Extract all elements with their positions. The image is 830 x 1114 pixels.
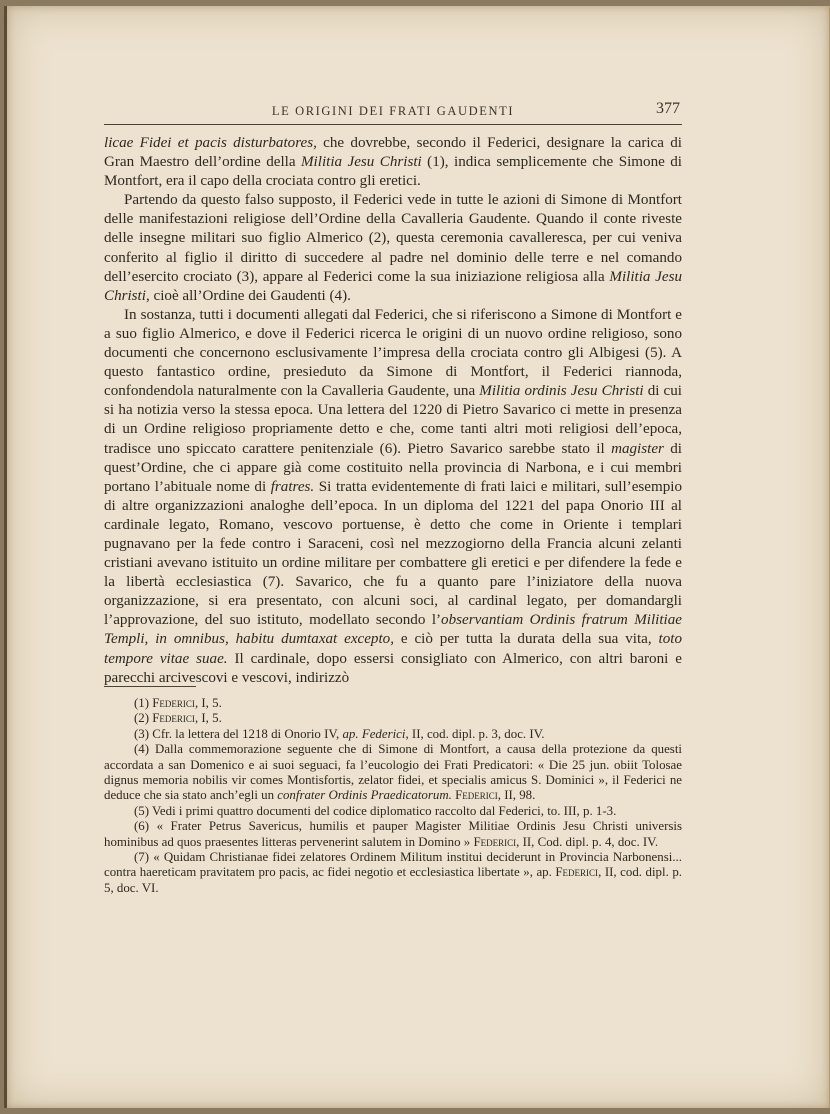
footnote-5 <box>104 804 682 819</box>
main-text <box>104 134 682 688</box>
paragraph-3 <box>104 306 682 688</box>
footnotes <box>104 696 682 896</box>
header-rule <box>104 124 682 125</box>
footnote-4 <box>104 742 682 804</box>
text-run: , II, cod. dipl. p. 5, doc. VI. <box>104 865 682 895</box>
text-run: Il cardinale, dopo essersi consigliato con Almerico, con altri baroni e parecchi arcivescovi e vescovi, indirizzò <box>104 650 682 686</box>
footnote-1 <box>104 696 682 711</box>
text-run: Militia Jesu Christi <box>300 154 422 171</box>
text-run: (5) Vedi i primi quattro documenti del codice diplomatico raccolto dal Federici, to. III, p. 1-3. <box>134 803 617 818</box>
text-run: fratres. <box>270 478 315 495</box>
text-run: che dovrebbe, secondo il Federici, designare la carica di Gran Maestro dell’ordine della <box>104 135 682 171</box>
text-run: magister <box>611 440 664 457</box>
text-run: toto tempore vitae suae. <box>104 631 682 667</box>
footnote-author: Federici <box>555 865 599 880</box>
text-run: di cui si ha notizia verso la stessa epoca. Una lettera del 1220 di Pietro Savarico ci mette in presenza di un Ordine religioso propriamente detto e che, come tanti altri moti religiosi dell’epoca, tradisce uno spiccato carattere penitenziale (6). Pietro Savarico sarebbe stato il <box>104 383 682 457</box>
text-run: In sostanza, tutti i documenti allegati dal Federici, che si riferiscono a Simone di Montfort e a suo figlio Almerico, e dove il Federici ricerca le origini di un nuovo ordine religioso, sono documenti che concernono esclusivamente l’impresa della crociata contro gli Albigesi (5). A questo fantastico ordine, presieduto da Simone di Montfort, il Federici riannoda, confondendola naturalmente con la Cavalleria Gaudente, una <box>104 306 682 400</box>
text-run: Militia ordinis Jesu Christi <box>479 383 644 400</box>
footnote-author: Federici <box>152 696 195 710</box>
page-number: 377 <box>656 100 680 117</box>
text-run: Si tratta evidentemente di frati laici e militari, sull’esempio di altre organizzazioni analoghe dell’epoca. In un diploma del 1221 del papa Onorio III al cardinale legato, Romano, vescovo portuense, è detto che come in Oriente i templari pugnavano per la fede contro i Saraceni, così nel mezzogiorno della Francia alcuni zelanti cristiani avevano istituito un ordine militare per combattere gli eretici e per difendere la fede e la libertà ecclesiastica (7). Savarico, che fu a quanto pare l’iniziatore della nuova organizzazione, si era presentato, con alcuni soci, al cardinal legato, per domandargli l’approvazione, del suo istituto, modellato secondo l’ <box>104 478 682 629</box>
footnote-6 <box>104 819 682 850</box>
text-run: , cioè all’Ordine dei Gaudenti (4). <box>145 287 351 304</box>
footnote-2 <box>104 711 682 726</box>
text-run: di quest’Ordine, che ci appare già come costituito nella provincia di Narbona, e i cui membri portano l’abituale nome di <box>104 440 682 495</box>
text-run: (7) « Quidam Christianae fidei zelatores Ordinem Militum institui deciderunt in Provincia Narbonensi... contra haereticam pravitatem pro pacis, ac fidei negotio et ecclesiastica libertate », ap. <box>104 850 682 880</box>
text-run: e ciò per tutta la durata della sua vita, <box>394 631 659 648</box>
text-run: ap. Federici <box>342 726 406 741</box>
text-run: confrater Ordinis Praedicatorum. <box>277 788 452 803</box>
text-run: Partendo da questo falso supposto, il Federici vede in tutte le azioni di Simone di Montfort delle manifestazioni religiose dell’Ordine della Cavalleria Gaudente. Quando il conte riveste delle insegne militari suo figlio Almerico (2), questa ceremonia cavalleresca, per cui veniva conferito al figlio il diritto di succedere al padre nel dominio delle terre e nel comando dell’esercito crociato (3), appare al Federici come la sua iniziazione religiosa alla <box>104 192 682 285</box>
footnote-number: (1) <box>134 696 153 710</box>
text-run: Militia Jesu Christi <box>104 268 682 304</box>
text-run: , II, 98. <box>497 788 536 803</box>
text-run: (1), indica semplicemente che Simone di Montfort, era il capo della crociata contro gli eretici. <box>104 154 682 190</box>
footnote-rule <box>104 686 196 687</box>
footnote-number: (2) <box>134 711 153 726</box>
text-run: , I, 5. <box>194 696 222 710</box>
paragraph-1 <box>104 134 682 191</box>
text-run: , II, cod. dipl. p. 3, doc. IV. <box>405 726 545 741</box>
footnote-author: Federici <box>455 788 498 803</box>
text-run: (6) « Frater Petrus Savericus, humilis et pauper Magister Militiae Ordinis Jesu Christi universis hominibus ad quos praesentes litteras pervenerint salutem in Domino » <box>104 819 682 849</box>
text-run: licae Fidei et pacis disturbatores, <box>104 135 317 151</box>
footnote-author: Federici <box>473 834 517 849</box>
text-run: , II, Cod. dipl. p. 4, doc. IV. <box>516 834 659 849</box>
text-run: (3) Cfr. la lettera del 1218 di Onorio IV, <box>134 726 343 741</box>
text-run: observantiam Ordinis fratrum Militiae Templi, in omnibus, habitu dumtaxat excepto, <box>104 612 682 648</box>
footnote-3 <box>104 727 682 742</box>
text-run: (4) Dalla commemorazione seguente che di Simone di Montfort, a causa della protezione da questi accordata a san Domenico e ai suoi seguaci, fa l’eucologio dei Frati Predicatori: « Die 25 jun. obiit Tolosae dignus memoria nobilis vir comes Montisfortis, zelator fidei, et specialis amicus S. Dominici », il Federici ne deduce che sia stato anch’egli un <box>104 742 682 803</box>
footnote-author: Federici <box>152 711 195 726</box>
text-run: , I, 5. <box>194 711 222 726</box>
footnote-7 <box>104 850 682 896</box>
paragraph-2 <box>104 191 682 306</box>
running-title: LE ORIGINI DEI FRATI GAUDENTI <box>271 104 515 118</box>
